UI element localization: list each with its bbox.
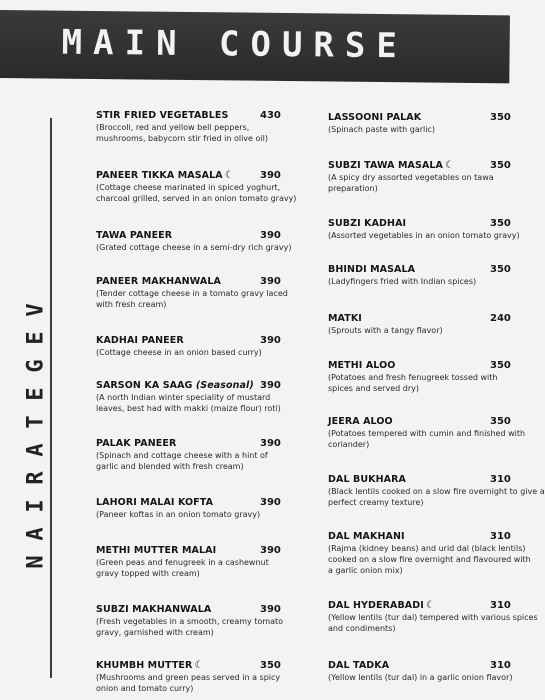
- crescent-moon-icon: ☾: [194, 660, 204, 671]
- menu-item-price: 350: [260, 660, 281, 671]
- menu-item-description: spices and served dry): [328, 384, 419, 393]
- menu-item-name: [328, 660, 512, 671]
- menu-item-description: (Green peas and fenugreek in a cashewnut: [96, 558, 269, 567]
- section-label-letter: A: [23, 443, 49, 457]
- menu-item-description: garlic and blended with fresh cream): [96, 462, 244, 471]
- menu-item-price: 350: [490, 264, 511, 275]
- menu-item-price: 310: [490, 531, 511, 542]
- menu-item: [96, 545, 281, 579]
- menu-item-name: [328, 360, 497, 371]
- menu-item-description: (Sprouts with a tangy flavor): [328, 326, 443, 335]
- menu-item-name-text: LASSOONI PALAK: [328, 112, 422, 123]
- menu-item-description: mushrooms, babycorn stir fried in olive oil): [96, 134, 268, 143]
- menu-item-name: [96, 497, 260, 508]
- menu-item: [96, 230, 291, 253]
- menu-item-price: 350: [490, 112, 511, 123]
- menu-item-name-text: JEERA ALOO: [328, 416, 393, 427]
- menu-item-name-text: DAL BUKHARA: [328, 474, 406, 485]
- menu-item: [96, 380, 281, 414]
- menu-item-description: (Grated cottage cheese in a semi-dry rich gravy): [96, 243, 292, 252]
- menu-item-name: [96, 380, 281, 391]
- menu-item-name: [328, 112, 435, 123]
- menu-item-description: (Broccoli, red and yellow bell peppers,: [96, 123, 250, 132]
- menu-item: [328, 660, 512, 683]
- menu-item: [328, 531, 531, 576]
- menu-item: [96, 170, 296, 204]
- menu-item-name: [328, 160, 494, 171]
- menu-item-description: (Rajma (kidney beans) and urid dal (black lentils): [328, 544, 526, 553]
- menu-item: [328, 160, 511, 194]
- section-label-letter: N: [23, 555, 49, 569]
- crescent-moon-icon: ☾: [445, 160, 455, 171]
- menu-item-description: (A spicy dry assorted vegetables on tawa: [328, 173, 494, 182]
- menu-item-name-text: PANEER TIKKA MASALA: [96, 170, 223, 181]
- menu-item-name: [96, 545, 269, 556]
- menu-item-description: (Cottage cheese in an onion based curry): [96, 348, 262, 357]
- menu-item: [96, 335, 281, 358]
- menu-item-name-text: STIR FRIED VEGETABLES: [96, 110, 229, 121]
- menu-item-name: [328, 264, 476, 275]
- section-label-letter: A: [23, 527, 49, 541]
- menu-item-name-text: SUBZI KADHAI: [328, 218, 407, 229]
- menu-item: [96, 110, 281, 144]
- section-label-letter: G: [23, 359, 49, 373]
- menu-item-name: [96, 335, 262, 346]
- menu-item: [96, 438, 281, 472]
- crescent-moon-icon: ☾: [425, 600, 435, 611]
- seasonal-tag: (Seasonal): [195, 380, 254, 391]
- menu-item-price: 390: [260, 170, 281, 181]
- menu-item-description: (Black lentils cooked on a slow fire overnight to give a: [328, 487, 545, 496]
- menu-item-price: 390: [260, 335, 281, 346]
- crescent-moon-icon: ☾: [224, 170, 234, 181]
- menu-item-name-text: SARSON KA SAAG: [96, 380, 196, 391]
- menu-item: [96, 497, 281, 520]
- menu-item-price: 350: [490, 160, 511, 171]
- menu-item-price: 390: [260, 230, 281, 241]
- menu-item: [96, 604, 283, 638]
- menu-item-price: 390: [260, 438, 281, 449]
- menu-item-price: 350: [490, 218, 511, 229]
- menu-item-price: 240: [490, 313, 511, 324]
- menu-item-price: 390: [260, 276, 281, 287]
- menu-item-description: with fresh cream): [96, 300, 167, 309]
- menu-item-description: and condiments): [328, 624, 396, 633]
- section-label-letter: E: [23, 331, 49, 345]
- section-label-letter: V: [23, 303, 49, 317]
- menu-item-description: leaves, best had with makki (maize flour) roti): [96, 404, 281, 413]
- menu-item-name-text: SUBZI TAWA MASALA: [328, 160, 444, 171]
- menu-item-price: 390: [260, 497, 281, 508]
- menu-item-description: cooked on a slow fire overnight and flavoured with: [328, 555, 531, 564]
- menu-item-name-text: BHINDI MASALA: [328, 264, 416, 275]
- menu-item: [328, 474, 545, 508]
- menu-item: [328, 112, 511, 135]
- menu-item-name-text: KADHAI PANEER: [96, 335, 184, 346]
- menu-item-price: 390: [260, 604, 281, 615]
- menu-item-description: gravy topped with cream): [96, 569, 200, 578]
- menu-item-name-text: TAWA PANEER: [96, 230, 173, 241]
- menu-item-description: a garlic onion mix): [328, 566, 403, 575]
- menu-item-description: (Fresh vegetables in a smooth, creamy tomato: [96, 617, 284, 626]
- menu-item-description: (Tender cottage cheese in a tomato gravy laced: [96, 289, 288, 298]
- menu-item-name: [96, 110, 268, 121]
- menu-item-description: preparation): [328, 184, 378, 193]
- menu-item-name-text: MATKI: [328, 313, 362, 324]
- menu-item: [96, 660, 280, 694]
- menu-item-description: (Yellow lentils (tur dal) in a garlic onion flavor): [328, 673, 513, 682]
- menu-item-name-text: PANEER MAKHANWALA: [96, 276, 221, 287]
- menu-item: [328, 600, 538, 634]
- section-label-letter: T: [23, 415, 49, 429]
- menu-item-description: (Yellow lentils (tur dal) tempered with various spices: [328, 613, 538, 622]
- menu-item-description: onion and tomato curry): [96, 684, 194, 693]
- menu-item-description: (A north Indian winter speciality of mustard: [96, 393, 271, 402]
- menu-item-description: coriander): [328, 440, 370, 449]
- menu-item-name-text: SUBZI MAKHANWALA: [96, 604, 212, 615]
- menu-item-name: [328, 474, 545, 485]
- section-label-vegetarian: [23, 296, 49, 576]
- menu-item-name: [96, 604, 283, 615]
- menu-item-name-text: DAL MAKHANI: [328, 531, 405, 542]
- menu-item-description: (Assorted vegetables in an onion tomato gravy): [328, 231, 520, 240]
- menu-item: [328, 218, 520, 241]
- menu-item-description: (Spinach paste with garlic): [328, 125, 435, 134]
- header-banner: [0, 10, 510, 83]
- menu-item-name-text: DAL HYDERABADI: [328, 600, 424, 611]
- section-label-letter: I: [23, 499, 49, 513]
- menu-item-name-text: METHI MUTTER MALAI: [96, 545, 217, 556]
- section-label-letter: E: [23, 387, 49, 401]
- menu-item: [328, 360, 511, 394]
- menu-item-price: 350: [490, 360, 511, 371]
- menu-item-name: [328, 313, 443, 324]
- menu-item-price: 430: [260, 110, 281, 121]
- menu-item-price: 310: [490, 600, 511, 611]
- menu-item-price: 390: [260, 380, 281, 391]
- menu-item-name: [96, 660, 280, 671]
- menu-item-description: (Paneer koftas in an onion tomato gravy): [96, 510, 261, 519]
- menu-item-description: perfect creamy texture): [328, 498, 424, 507]
- menu-item-description: (Potatoes and fresh fenugreek tossed with: [328, 373, 498, 382]
- menu-item: [328, 313, 511, 336]
- menu-item-description: (Potatoes tempered with cumin and finished with: [328, 429, 526, 438]
- menu-item-description: (Spinach and cottage cheese with a hint of: [96, 451, 268, 460]
- menu-item-description: charcoal grilled, served in an onion tomato gravy): [96, 194, 297, 203]
- menu-item-name-text: DAL TADKA: [328, 660, 390, 671]
- menu-item-description: (Mushrooms and green peas served in a spicy: [96, 673, 281, 682]
- menu-item-price: 310: [490, 474, 511, 485]
- menu-item-description: (Ladyfingers fried with Indian spices): [328, 277, 477, 286]
- menu-item-name-text: KHUMBH MUTTER: [96, 660, 193, 671]
- menu-item-name-text: LAHORI MALAI KOFTA: [96, 497, 214, 508]
- menu-item-name-text: METHI ALOO: [328, 360, 396, 371]
- page-title: MAIN COURSE: [61, 22, 409, 67]
- menu-item: [328, 416, 525, 450]
- menu-item-description: (Cottage cheese marinated in spiced yoghurt,: [96, 183, 281, 192]
- menu-item: [328, 264, 511, 287]
- menu-item-price: 310: [490, 660, 511, 671]
- menu-item-price: 390: [260, 545, 281, 556]
- menu-item-description: gravy, garnished with cream): [96, 628, 214, 637]
- section-label-letter: R: [23, 471, 49, 485]
- menu-item-price: 350: [490, 416, 511, 427]
- menu-item-name: [96, 438, 268, 449]
- menu-item: [96, 276, 288, 310]
- menu-item-name-text: PALAK PANEER: [96, 438, 177, 449]
